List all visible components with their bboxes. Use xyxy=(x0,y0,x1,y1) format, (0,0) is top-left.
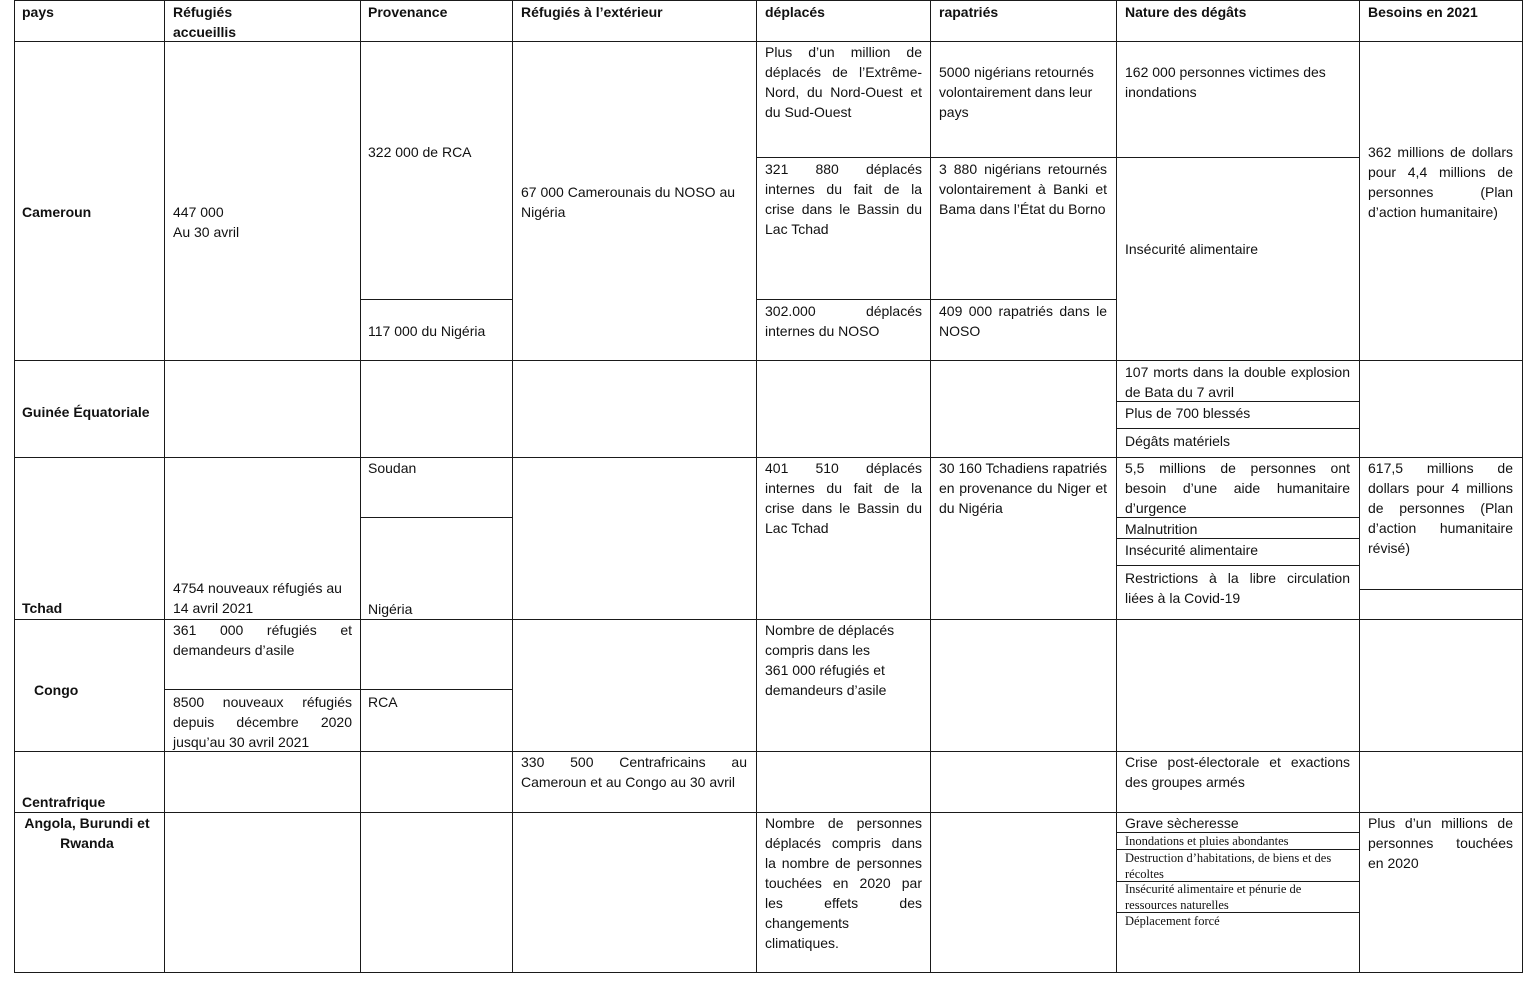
tchad-degats-3: Insécurité alimentaire xyxy=(1125,542,1259,558)
rule-bottom xyxy=(14,972,1523,973)
rule-col xyxy=(512,0,513,973)
abr-degats-3: Destruction d’habitations, de biens et des récoltes xyxy=(1125,851,1332,881)
cameroun-rapatries-3: 409 000 rapatriés dans le NOSO xyxy=(939,303,1107,339)
tchad-degats-1: 5,5 millions de personnes ont besoin d’une aide humanitaire d’urgence xyxy=(1125,460,1350,516)
header-deplaces: déplacés xyxy=(765,4,825,20)
cameroun-provenance-rca: 322 000 de RCA xyxy=(368,144,472,160)
cameroun-deplaces-1: Plus d’un million de déplacés de l’Extrême-Nord, du Nord-Ouest et du Sud-Ouest xyxy=(765,44,922,120)
country-congo: Congo xyxy=(34,682,79,698)
header-besoins: Besoins en 2021 xyxy=(1368,4,1478,20)
cameroun-degats-2: Insécurité alimentaire xyxy=(1125,241,1259,257)
country-centrafrique: Centrafrique xyxy=(22,794,106,810)
cameroun-deplaces-2: 321 880 déplacés internes du fait de la crise dans le Bassin du Lac Tchad xyxy=(765,161,922,237)
country-tchad: Tchad xyxy=(22,600,63,616)
rule-sub xyxy=(756,157,1117,158)
rule-col xyxy=(1522,0,1523,973)
country-cameroun: Cameroun xyxy=(22,204,92,220)
rule-sub xyxy=(1116,565,1360,566)
country-guinee-equatoriale: Guinée Équatoriale xyxy=(22,404,150,420)
rule-col xyxy=(1116,0,1117,973)
tchad-besoins: 617,5 millions de dollars pour 4 millions de personnes (Plan d’action humanitaire révisé) xyxy=(1368,460,1513,556)
cameroun-provenance-nigeria: 117 000 du Nigéria xyxy=(368,323,486,339)
centrafrique-exterieur: 330 500 Centrafricains au Cameroun et au Congo au 30 avril xyxy=(521,754,747,790)
abr-degats-5: Déplacement forcé xyxy=(1125,914,1220,928)
header-refugies: Réfugiés accueillis xyxy=(173,4,237,40)
congo-deplaces: Nombre de déplacés compris dans les 361 000 réfugiés et demandeurs d’asile xyxy=(765,622,895,698)
abr-deplaces: Nombre de personnes déplacés compris dans la nombre de personnes touchées en 2020 par les effets des changements climatiques. xyxy=(765,815,922,951)
header-exterieur: Réfugiés à l’extérieur xyxy=(521,4,663,20)
centrafrique-degats: Crise post-électorale et exactions des groupes armés xyxy=(1125,754,1350,790)
rule-top xyxy=(14,0,1523,1)
rule-sub xyxy=(756,299,1117,300)
tchad-degats-4: Restrictions à la libre circulation liées à la Covid-19 xyxy=(1125,570,1350,606)
congo-provenance-rca: RCA xyxy=(368,694,398,710)
header-provenance: Provenance xyxy=(368,4,448,20)
rule-sub xyxy=(360,517,513,518)
rule-sub xyxy=(1116,428,1360,429)
country-angola-burundi-rwanda: Angola, Burundi et Rwanda xyxy=(24,815,150,851)
abr-besoins: Plus d’un millions de personnes touchées en 2020 xyxy=(1368,815,1513,871)
cameroun-degats-1: 162 000 personnes victimes des inondations xyxy=(1125,64,1326,100)
tchad-deplaces: 401 510 déplacés internes du fait de la crise dans le Bassin du Lac Tchad xyxy=(765,460,922,536)
abr-degats-1: Grave sècheresse xyxy=(1125,815,1239,831)
rule-sub xyxy=(1116,157,1360,158)
abr-degats-2: Inondations et pluies abondantes xyxy=(1125,834,1289,848)
guinee-degats-2: Plus de 700 blessés xyxy=(1125,405,1251,421)
header-degats: Nature des dégâts xyxy=(1125,4,1247,20)
cameroun-deplaces-3: 302.000 déplacés internes du NOSO xyxy=(765,303,922,339)
header-pays: pays xyxy=(22,4,54,20)
guinee-degats-1: 107 morts dans la double explosion de Bata du 7 avril xyxy=(1125,364,1350,400)
tchad-rapatries: 30 160 Tchadiens rapatriés en provenance du Niger et du Nigéria xyxy=(939,460,1107,516)
rule-col xyxy=(360,0,361,973)
rule-sub xyxy=(360,299,513,300)
cameroun-rapatries-1: 5000 nigérians retournés volontairement dans leur pays xyxy=(939,64,1094,120)
congo-refugies-1: 361 000 réfugiés et demandeurs d’asile xyxy=(173,622,352,658)
abr-degats-4: Insécurité alimentaire et pénurie de ressources naturelles xyxy=(1125,882,1302,912)
tchad-refugies: 4754 nouveaux réfugiés au 14 avril 2021 xyxy=(173,580,342,616)
rule-col xyxy=(930,0,931,973)
rule-sub xyxy=(164,689,513,690)
header-rapatries: rapatriés xyxy=(939,4,999,20)
rule-sub xyxy=(1359,589,1523,590)
tchad-degats-2: Malnutrition xyxy=(1125,521,1198,537)
cameroun-besoins: 362 millions de dollars pour 4,4 millions de personnes (Plan d’action humanitaire) xyxy=(1368,144,1513,220)
rule-col xyxy=(1359,0,1360,973)
cameroun-exterieur: 67 000 Camerounais du NOSO au Nigéria xyxy=(521,184,736,220)
rule-col xyxy=(164,0,165,973)
guinee-degats-3: Dégâts matériels xyxy=(1125,433,1231,449)
rule-col xyxy=(756,0,757,973)
congo-refugies-2: 8500 nouveaux réfugiés depuis décembre 2020 jusqu’au 30 avril 2021 xyxy=(173,694,352,750)
cameroun-rapatries-2: 3 880 nigérians retournés volontairement à Banki et Bama dans l’État du Borno xyxy=(939,161,1107,217)
rule-row xyxy=(14,360,1523,361)
tchad-provenance-nigeria: Nigéria xyxy=(368,601,413,617)
rule-col xyxy=(14,0,15,973)
tchad-provenance-soudan: Soudan xyxy=(368,460,417,476)
cameroun-refugies: 447 000 Au 30 avril xyxy=(173,204,240,240)
